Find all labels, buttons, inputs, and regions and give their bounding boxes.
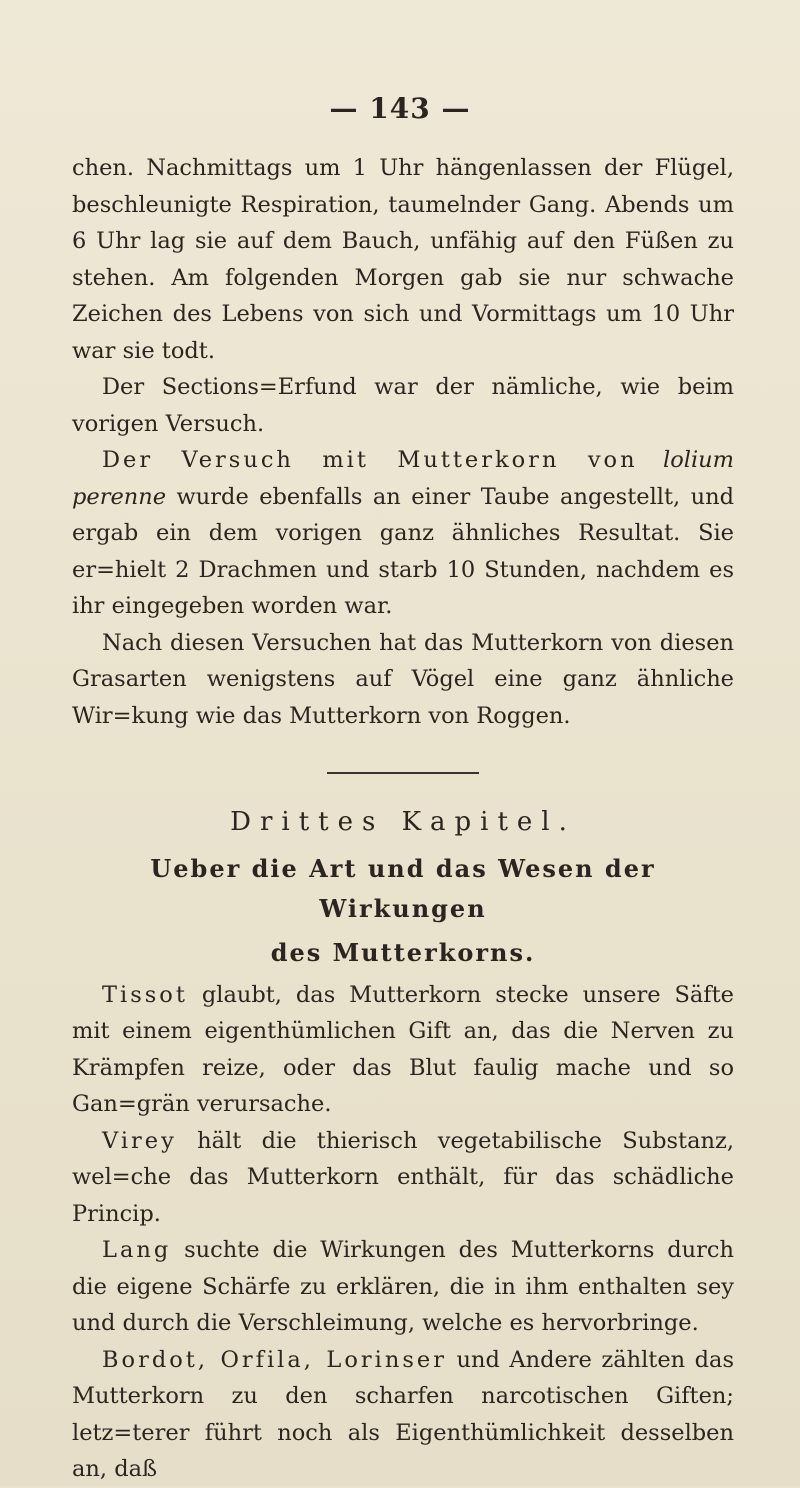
- chapter-subtitle-line2: des Mutterkorns.: [270, 937, 536, 967]
- latin-name: lolium perenne: [72, 447, 734, 510]
- paragraph-virey: [72, 1123, 734, 1233]
- paragraph-tissot: [72, 977, 734, 1123]
- chapter-title: Drittes Kapitel.: [230, 807, 576, 837]
- author-name: Bordot, Orfila, Lorinser: [102, 1346, 447, 1373]
- chapter-subtitle-line1: Ueber die Art und das Wesen der Wirkungen: [150, 853, 656, 923]
- paragraph-after-versuch: Nach diesen Versuchen hat das Mutterkorn von diesen Grasarten wenigstens auf Vögel eine ganz ähnliche Wir=kung wie das Mutterkorn von Roggen.: [72, 629, 734, 729]
- paragraph-1: chen. Nachmittags um 1 Uhr hängenlassen der Flügel, beschleunigte Respiration, taumelnder Gang. Abends um 6 Uhr lag sie auf dem Bauch, unfähig auf den Füßen zu stehen. Am folgenden Morgen gab sie nur schwache Zeichen des Lebens von sich und Vormittags um 10 Uhr war sie todt.: [72, 155, 734, 364]
- paragraph-versuch: [72, 442, 734, 625]
- versuch-rest: wurde ebenfalls an einer Taube angestellt, und ergab ein dem vorigen ganz ähnliches Resultat. Sie er=hielt 2 Drachmen und starb 10 Stunden, nachdem es ihr eingegeben worden war.: [72, 483, 734, 619]
- paragraph-2: Der Sections=Erfund war der nämliche, wie beim vorigen Versuch.: [72, 374, 734, 437]
- paragraph-bordot: [72, 1342, 734, 1488]
- paragraph-lang: [72, 1232, 734, 1342]
- author-text: und Andere zählten das Mutterkorn zu den scharfen narcotischen Giften; letz=terer führt noch als Eigenthümlichkeit desselben an, daß: [72, 1346, 734, 1482]
- section-divider: [327, 772, 479, 774]
- author-name: Virey: [102, 1127, 177, 1154]
- author-text: hält die thierisch vegetabilische Substanz, wel=che das Mutterkorn enthält, für das schädliche Princip.: [72, 1127, 734, 1227]
- author-text: glaubt, das Mutterkorn stecke unsere Säfte mit einem eigenthümlichen Gift an, das die Nerven zu Krämpfen reize, oder das Blut faulig mache und so Gan=grän verursache.: [72, 981, 734, 1117]
- page-number: — 143 —: [329, 92, 471, 125]
- author-name: Lang: [102, 1237, 172, 1263]
- author-text: suchte die Wirkungen des Mutterkorns durch die eigene Schärfe zu erklären, die in ihm enthalten sey und durch die Verschleimung, welche es hervorbringe.: [72, 1237, 735, 1336]
- author-name: Tissot: [102, 981, 188, 1008]
- body-text: [72, 150, 734, 1488]
- versuch-lead: Der Versuch mit Mutterkorn von: [102, 447, 638, 473]
